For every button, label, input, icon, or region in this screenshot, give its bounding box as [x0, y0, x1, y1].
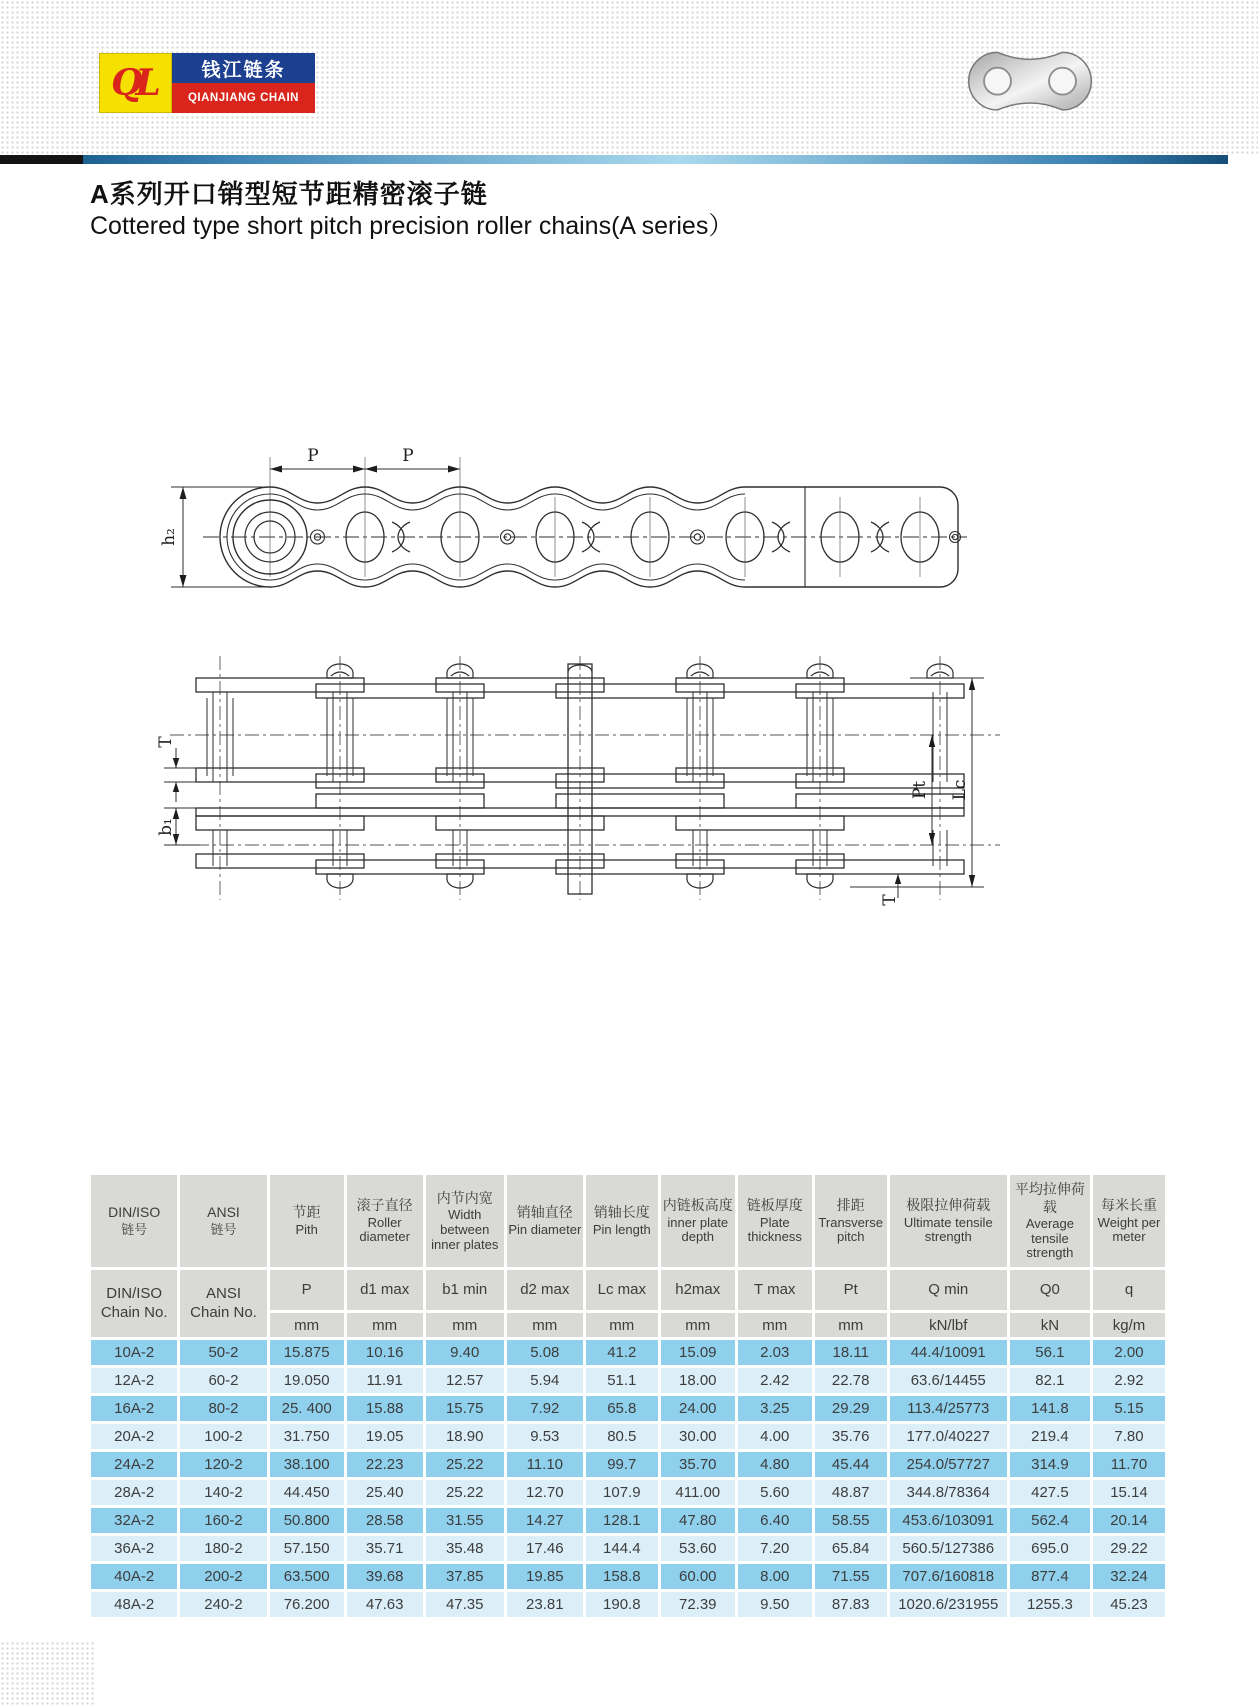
table-cell: 47.63 — [347, 1592, 423, 1617]
table-cell: 60.00 — [661, 1564, 735, 1589]
table-cell: 29.22 — [1093, 1536, 1165, 1561]
table-cell: 15.75 — [426, 1396, 504, 1421]
header-row-names — [91, 1175, 1165, 1267]
column-header-cn: 节距 — [292, 1204, 321, 1221]
table-cell: 5.94 — [507, 1368, 583, 1393]
table-cell: 144.4 — [586, 1536, 658, 1561]
table-cell: 80.5 — [586, 1424, 658, 1449]
table-cell: 5.60 — [738, 1480, 812, 1505]
table-cell: 56.1 — [1010, 1340, 1090, 1365]
table-cell: 32A-2 — [91, 1508, 177, 1533]
table-cell: 47.80 — [661, 1508, 735, 1533]
column-symbol — [91, 1270, 177, 1337]
column-header-en: Pin length — [592, 1221, 651, 1237]
table-cell: 72.39 — [661, 1592, 735, 1617]
table-cell: 28.58 — [347, 1508, 423, 1533]
logo-name-cn: 钱江链条 — [172, 53, 315, 83]
table-cell: 160-2 — [180, 1508, 266, 1533]
column-unit: kN — [1010, 1313, 1090, 1337]
table-cell: 45.44 — [815, 1452, 887, 1477]
table-cell: 562.4 — [1010, 1508, 1090, 1533]
table-cell: 76.200 — [270, 1592, 344, 1617]
table-cell: 120-2 — [180, 1452, 266, 1477]
table-cell: 30.00 — [661, 1424, 735, 1449]
table-cell: 58.55 — [815, 1508, 887, 1533]
column-symbol: Q min — [890, 1270, 1007, 1310]
table-cell: 63.6/14455 — [890, 1368, 1007, 1393]
column-header-en: Width between inner plates — [431, 1207, 499, 1252]
table-cell: 35.76 — [815, 1424, 887, 1449]
table-cell: 51.1 — [586, 1368, 658, 1393]
table-cell: 28A-2 — [91, 1480, 177, 1505]
table-cell: 65.84 — [815, 1536, 887, 1561]
table-cell: 25.40 — [347, 1480, 423, 1505]
table-cell: 9.40 — [426, 1340, 504, 1365]
table-cell: 63.500 — [270, 1564, 344, 1589]
table-row — [91, 1424, 1165, 1449]
dim-label-h2: h₂ — [159, 528, 179, 546]
table-cell: 2.00 — [1093, 1340, 1165, 1365]
dim-label-lc: Lc — [950, 779, 970, 801]
table-cell: 240-2 — [180, 1592, 266, 1617]
table-cell: 22.78 — [815, 1368, 887, 1393]
table-cell: 107.9 — [586, 1480, 658, 1505]
table-cell: 16A-2 — [91, 1396, 177, 1421]
column-header-cn: DIN/ISO — [108, 1204, 161, 1221]
column-header — [1010, 1175, 1090, 1267]
table-row — [91, 1452, 1165, 1477]
table-cell: 18.11 — [815, 1340, 887, 1365]
column-header-en: Ultimate tensile strength — [903, 1214, 993, 1245]
column-header-en: Roller diameter — [359, 1214, 410, 1245]
table-cell: 2.03 — [738, 1340, 812, 1365]
logo-name-box — [172, 53, 315, 113]
dim-label-t-bottom: T — [880, 894, 900, 906]
column-unit: kN/lbf — [890, 1313, 1007, 1337]
column-symbol: Q0 — [1010, 1270, 1090, 1310]
column-symbol: T max — [738, 1270, 812, 1310]
column-symbol: b1 min — [426, 1270, 504, 1310]
table-row — [91, 1564, 1165, 1589]
column-header — [815, 1175, 887, 1267]
column-header — [586, 1175, 658, 1267]
table-cell: 36A-2 — [91, 1536, 177, 1561]
column-header — [1093, 1175, 1165, 1267]
table-cell: 60-2 — [180, 1368, 266, 1393]
table-cell: 877.4 — [1010, 1564, 1090, 1589]
table-cell: 344.8/78364 — [890, 1480, 1007, 1505]
table-cell: 314.9 — [1010, 1452, 1090, 1477]
table-cell: 15.09 — [661, 1340, 735, 1365]
table-row — [91, 1396, 1165, 1421]
table-cell: 4.80 — [738, 1452, 812, 1477]
side-view-diagram — [145, 425, 975, 635]
spec-table-body — [91, 1340, 1165, 1617]
table-cell: 2.92 — [1093, 1368, 1165, 1393]
table-cell: 453.6/103091 — [890, 1508, 1007, 1533]
table-cell: 82.1 — [1010, 1368, 1090, 1393]
table-row — [91, 1340, 1165, 1365]
table-cell: 80-2 — [180, 1396, 266, 1421]
table-cell: 10A-2 — [91, 1340, 177, 1365]
table-cell: 15.88 — [347, 1396, 423, 1421]
table-cell: 23.81 — [507, 1592, 583, 1617]
table-cell: 6.40 — [738, 1508, 812, 1533]
table-cell: 50-2 — [180, 1340, 266, 1365]
column-header-en: Transverse pitch — [818, 1214, 883, 1245]
table-cell: 41.2 — [586, 1340, 658, 1365]
table-cell: 17.46 — [507, 1536, 583, 1561]
table-cell: 3.25 — [738, 1396, 812, 1421]
column-symbol-line1: DIN/ISO — [106, 1284, 163, 1302]
column-symbol-line1: ANSI — [205, 1284, 241, 1302]
column-unit: mm — [738, 1313, 812, 1337]
table-cell: 57.150 — [270, 1536, 344, 1561]
column-symbol — [180, 1270, 266, 1337]
table-cell: 35.71 — [347, 1536, 423, 1561]
table-cell: 560.5/127386 — [890, 1536, 1007, 1561]
table-row — [91, 1508, 1165, 1533]
table-cell: 411.00 — [661, 1480, 735, 1505]
column-unit: mm — [507, 1313, 583, 1337]
dim-label-b1: b₁ — [156, 818, 176, 836]
table-cell: 44.4/10091 — [890, 1340, 1007, 1365]
table-cell: 48A-2 — [91, 1592, 177, 1617]
table-cell: 87.83 — [815, 1592, 887, 1617]
column-header-cn: 销轴长度 — [593, 1204, 650, 1221]
table-cell: 71.55 — [815, 1564, 887, 1589]
table-row — [91, 1536, 1165, 1561]
table-cell: 19.050 — [270, 1368, 344, 1393]
table-cell: 45.23 — [1093, 1592, 1165, 1617]
table-cell: 25. 400 — [270, 1396, 344, 1421]
column-header-cn: 极限拉伸荷载 — [906, 1197, 991, 1214]
table-cell: 53.60 — [661, 1536, 735, 1561]
column-header-cn: 内链板高度 — [662, 1197, 733, 1214]
column-header — [738, 1175, 812, 1267]
column-header — [270, 1175, 344, 1267]
column-header-cn: 每米长重 — [1100, 1197, 1157, 1214]
table-cell: 35.48 — [426, 1536, 504, 1561]
table-cell: 22.23 — [347, 1452, 423, 1477]
column-header-cn: ANSI — [207, 1204, 240, 1221]
logo-name-en: QIANJIANG CHAIN — [172, 83, 315, 113]
table-cell: 48.87 — [815, 1480, 887, 1505]
table-cell: 158.8 — [586, 1564, 658, 1589]
column-symbol: d2 max — [507, 1270, 583, 1310]
column-symbol: h2max — [661, 1270, 735, 1310]
column-header — [180, 1175, 266, 1267]
bottom-dots-decoration — [0, 1641, 95, 1707]
table-cell: 24A-2 — [91, 1452, 177, 1477]
table-row — [91, 1368, 1165, 1393]
table-cell: 50.800 — [270, 1508, 344, 1533]
table-cell: 40A-2 — [91, 1564, 177, 1589]
table-cell: 32.24 — [1093, 1564, 1165, 1589]
table-cell: 37.85 — [426, 1564, 504, 1589]
column-header-cn: 销轴直径 — [516, 1204, 573, 1221]
column-header — [890, 1175, 1007, 1267]
column-unit: mm — [347, 1313, 423, 1337]
table-cell: 190.8 — [586, 1592, 658, 1617]
table-cell: 10.16 — [347, 1340, 423, 1365]
table-cell: 38.100 — [270, 1452, 344, 1477]
table-cell: 99.7 — [586, 1452, 658, 1477]
column-header — [91, 1175, 177, 1267]
column-header-en: Weight per meter — [1097, 1214, 1161, 1245]
column-symbol: q — [1093, 1270, 1165, 1310]
table-cell: 9.50 — [738, 1592, 812, 1617]
dim-label-t-left: T — [156, 736, 176, 748]
table-cell: 35.70 — [661, 1452, 735, 1477]
table-cell: 25.22 — [426, 1452, 504, 1477]
table-cell: 11.10 — [507, 1452, 583, 1477]
column-header-cn: 链板厚度 — [746, 1197, 803, 1214]
table-cell: 177.0/40227 — [890, 1424, 1007, 1449]
column-symbol-line2: Chain No. — [100, 1303, 168, 1321]
page-title-cn: A系列开口销型短节距精密滚子链 — [90, 179, 488, 209]
table-cell: 5.15 — [1093, 1396, 1165, 1421]
table-cell: 254.0/57727 — [890, 1452, 1007, 1477]
table-cell: 31.55 — [426, 1508, 504, 1533]
table-cell: 44.450 — [270, 1480, 344, 1505]
column-unit: mm — [815, 1313, 887, 1337]
table-cell: 695.0 — [1010, 1536, 1090, 1561]
table-cell: 113.4/25773 — [890, 1396, 1007, 1421]
column-header-en: inner plate depth — [667, 1214, 729, 1245]
column-symbol: Pt — [815, 1270, 887, 1310]
column-symbol-line2: Chain No. — [190, 1303, 257, 1321]
table-cell: 24.00 — [661, 1396, 735, 1421]
table-cell: 200-2 — [180, 1564, 266, 1589]
column-unit: mm — [270, 1313, 344, 1337]
table-cell: 128.1 — [586, 1508, 658, 1533]
column-header-cn: 排距 — [836, 1197, 865, 1214]
column-header-en: 链号 — [210, 1221, 237, 1237]
page-title-en: Cottered type short pitch precision roller chains(A series） — [90, 212, 734, 240]
table-cell: 19.85 — [507, 1564, 583, 1589]
table-cell: 9.53 — [507, 1424, 583, 1449]
table-cell: 140-2 — [180, 1480, 266, 1505]
divider-black-segment — [0, 155, 83, 164]
logo-monogram: QL — [111, 62, 154, 104]
table-cell: 29.29 — [815, 1396, 887, 1421]
column-unit: kg/m — [1093, 1313, 1165, 1337]
table-cell: 31.750 — [270, 1424, 344, 1449]
spec-table-head — [91, 1175, 1165, 1337]
column-header-en: Pin diameter — [508, 1221, 582, 1237]
table-cell: 100-2 — [180, 1424, 266, 1449]
table-cell: 11.91 — [347, 1368, 423, 1393]
column-header — [507, 1175, 583, 1267]
logo-monogram-box — [99, 53, 172, 113]
table-cell: 20.14 — [1093, 1508, 1165, 1533]
table-cell: 12.70 — [507, 1480, 583, 1505]
table-cell: 15.875 — [270, 1340, 344, 1365]
company-logo — [99, 53, 315, 113]
column-header-en: Pith — [295, 1221, 318, 1237]
spec-table — [88, 1172, 1168, 1620]
header-row-symbols — [91, 1270, 1165, 1310]
chain-link-plate-image — [952, 44, 1108, 122]
column-header-en: 链号 — [121, 1221, 148, 1237]
table-cell: 219.4 — [1010, 1424, 1090, 1449]
table-cell: 7.92 — [507, 1396, 583, 1421]
column-header-en: Average tensile strength — [1025, 1216, 1074, 1261]
table-cell: 141.8 — [1010, 1396, 1090, 1421]
table-cell: 39.68 — [347, 1564, 423, 1589]
column-header — [347, 1175, 423, 1267]
table-cell: 20A-2 — [91, 1424, 177, 1449]
dim-label-p1: P — [307, 446, 319, 466]
column-header-en: Plate thickness — [747, 1214, 802, 1245]
table-cell: 18.90 — [426, 1424, 504, 1449]
dim-label-pt: Pt — [910, 780, 930, 800]
table-cell: 7.80 — [1093, 1424, 1165, 1449]
dim-label-p2: P — [402, 446, 414, 466]
table-cell: 180-2 — [180, 1536, 266, 1561]
table-cell: 707.6/160818 — [890, 1564, 1007, 1589]
table-cell: 1020.6/231955 — [890, 1592, 1007, 1617]
table-cell: 5.08 — [507, 1340, 583, 1365]
table-cell: 8.00 — [738, 1564, 812, 1589]
table-cell: 4.00 — [738, 1424, 812, 1449]
table-cell: 12A-2 — [91, 1368, 177, 1393]
column-symbol: Lc max — [586, 1270, 658, 1310]
column-unit: mm — [661, 1313, 735, 1337]
column-header-cn: 内节内宽 — [436, 1189, 493, 1206]
plan-view-diagram — [150, 650, 1020, 906]
table-cell: 7.20 — [738, 1536, 812, 1561]
table-cell: 19.05 — [347, 1424, 423, 1449]
column-unit: mm — [586, 1313, 658, 1337]
table-cell: 18.00 — [661, 1368, 735, 1393]
table-row — [91, 1480, 1165, 1505]
table-cell: 427.5 — [1010, 1480, 1090, 1505]
column-header-cn: 平均拉伸荷载 — [1014, 1181, 1085, 1215]
table-cell: 2.42 — [738, 1368, 812, 1393]
column-symbol: P — [270, 1270, 344, 1310]
table-cell: 65.8 — [586, 1396, 658, 1421]
table-cell: 12.57 — [426, 1368, 504, 1393]
divider-blue-bar — [83, 155, 1228, 164]
table-cell: 15.14 — [1093, 1480, 1165, 1505]
table-cell: 47.35 — [426, 1592, 504, 1617]
column-header — [661, 1175, 735, 1267]
table-cell: 11.70 — [1093, 1452, 1165, 1477]
table-row — [91, 1592, 1165, 1617]
table-cell: 14.27 — [507, 1508, 583, 1533]
table-cell: 25.22 — [426, 1480, 504, 1505]
column-unit: mm — [426, 1313, 504, 1337]
column-header-cn: 滚子直径 — [356, 1197, 413, 1214]
table-cell: 1255.3 — [1010, 1592, 1090, 1617]
column-header — [426, 1175, 504, 1267]
column-symbol: d1 max — [347, 1270, 423, 1310]
